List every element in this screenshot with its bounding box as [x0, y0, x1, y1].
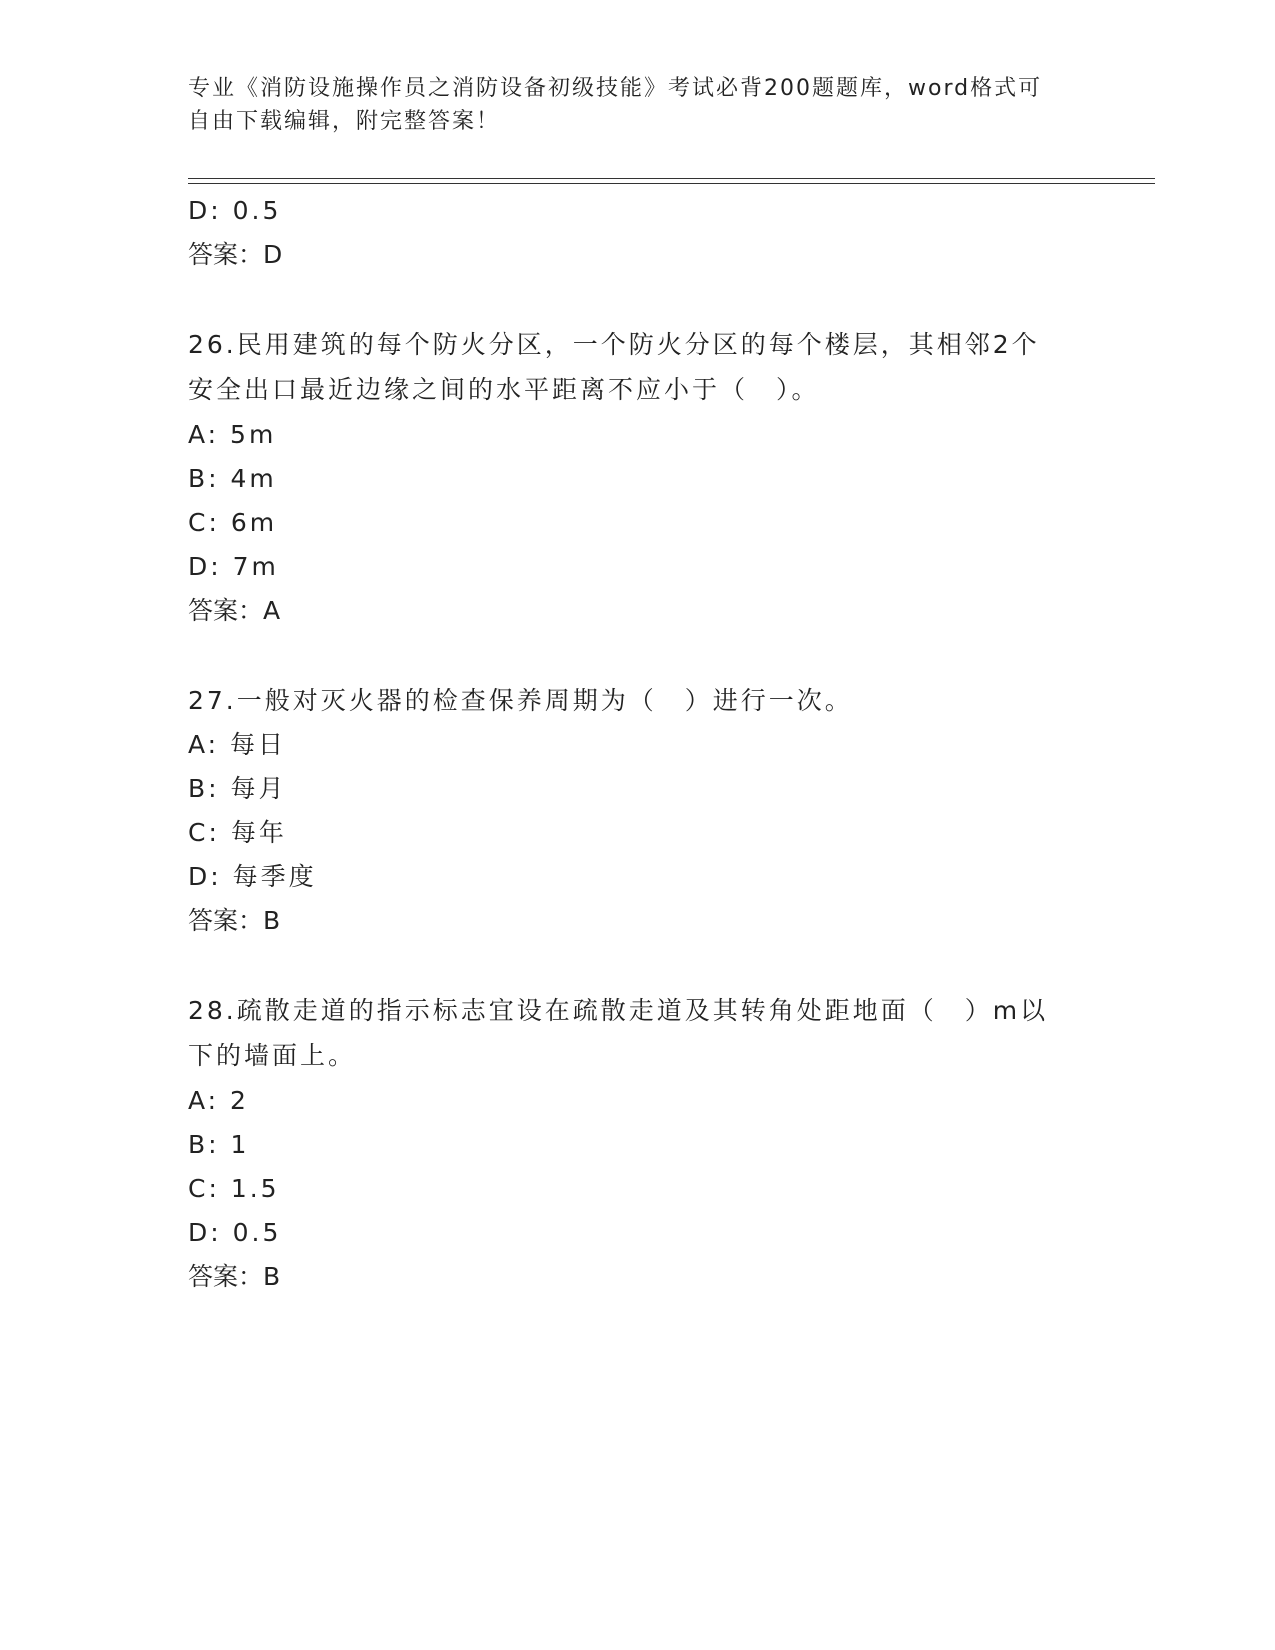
q28-option-c: C: 1.5	[188, 1174, 280, 1203]
q26-stem-line-1: 26.民用建筑的每个防火分区，一个防火分区的每个楼层，其相邻2个	[188, 330, 1040, 359]
header-divider-top	[188, 178, 1155, 179]
q27-option-b: B: 每月	[188, 774, 287, 803]
q26-option-a: A: 5m	[188, 420, 277, 449]
q28-answer: 答案：B	[188, 1262, 281, 1291]
q27-option-a: A: 每日	[188, 730, 287, 759]
prev-answer: 答案：D	[188, 240, 283, 269]
header-line-2: 自由下载编辑，附完整答案！	[188, 109, 501, 134]
q28-option-b: B: 1	[188, 1130, 250, 1159]
prev-option-d: D: 0.5	[188, 196, 282, 225]
q26-answer: 答案：A	[188, 596, 281, 625]
q27-answer: 答案：B	[188, 906, 281, 935]
header-line-1: 专业《消防设施操作员之消防设备初级技能》考试必背200题题库，word格式可	[188, 76, 1043, 101]
q26-option-b: B: 4m	[188, 464, 277, 493]
q27-option-d: D: 每季度	[188, 862, 317, 891]
q26-option-c: C: 6m	[188, 508, 278, 537]
q27-stem-line-1: 27.一般对灭火器的检查保养周期为（ ）进行一次。	[188, 686, 853, 715]
q26-option-d: D: 7m	[188, 552, 279, 581]
header-divider-bottom	[188, 183, 1155, 184]
q28-stem-line-2: 下的墙面上。	[188, 1041, 357, 1070]
q28-option-a: A: 2	[188, 1086, 249, 1115]
document-header	[188, 72, 1088, 138]
q26-stem-line-2: 安全出口最近边缘之间的水平距离不应小于（ ）。	[188, 375, 820, 404]
q28-option-d: D: 0.5	[188, 1218, 282, 1247]
q28-stem-line-1: 28.疏散走道的指示标志宜设在疏散走道及其转角处距地面（ ）m以	[188, 996, 1049, 1025]
q27-option-c: C: 每年	[188, 818, 287, 847]
